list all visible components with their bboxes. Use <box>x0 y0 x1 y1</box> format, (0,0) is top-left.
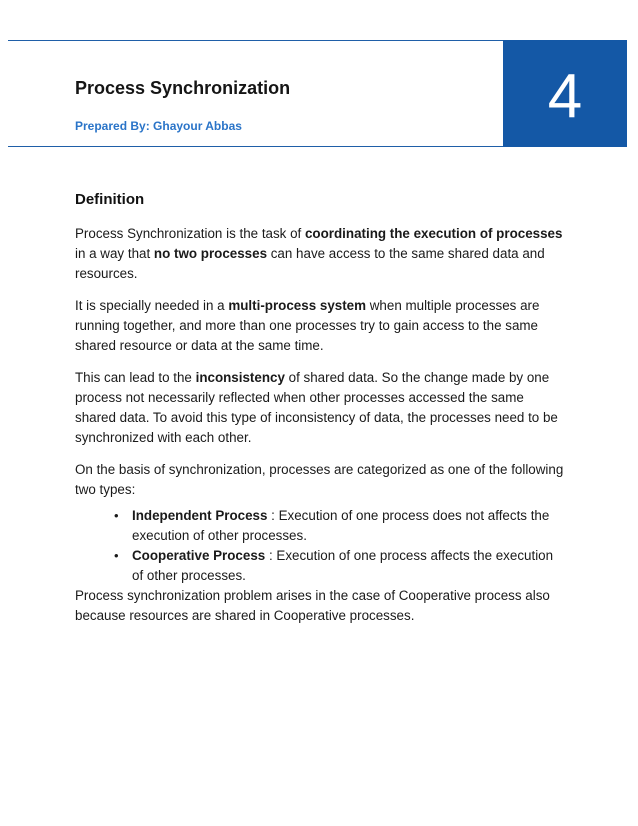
document-body <box>75 190 567 638</box>
text: Process Synchronization is the task of <box>75 226 305 241</box>
text: in a way that <box>75 246 154 261</box>
emphasis: inconsistency <box>195 370 285 385</box>
bullet-icon: • <box>114 508 119 523</box>
text: when multiple processes are running together, and more than one processes try to gain access to the same shared resource or data at the same time. <box>75 298 540 353</box>
paragraph-inconsistency <box>75 368 567 448</box>
text: of shared data. So the change made by one process not necessarily reflected when other processes accessed the same shared data. To avoid this type of inconsistency of data, the processes need to be synchronized with each other. <box>75 370 558 445</box>
paragraph-conclusion: Process synchronization problem arises in the case of Cooperative process also because resources are shared in Cooperative processes. <box>75 588 550 623</box>
document-title: Process Synchronization <box>75 78 291 98</box>
emphasis: coordinating the execution of processes <box>304 226 563 241</box>
paragraph-multiprocess <box>75 296 567 356</box>
text: It is specially needed in a <box>75 298 229 313</box>
bullet-icon: • <box>114 548 119 563</box>
header-bottom-rule <box>8 146 503 147</box>
process-types-list <box>75 506 567 586</box>
paragraph-definition <box>75 224 567 284</box>
text: This can lead to the <box>75 370 196 385</box>
text: can have access to the same shared data and resources. <box>75 246 545 281</box>
term: Cooperative Process <box>132 548 266 563</box>
definition: : Execution of one process affects the execution of other processes. <box>132 548 554 583</box>
author-line: Prepared By: Ghayour Abbas <box>75 119 242 133</box>
list-item <box>75 546 567 586</box>
header-top-rule <box>8 40 503 41</box>
emphasis: multi-process system <box>228 298 367 313</box>
chapter-number-badge: 4 <box>503 40 627 147</box>
emphasis: no two processes <box>153 246 268 261</box>
paragraph-categories: On the basis of synchronization, processes are categorized as one of the following two types: <box>75 462 564 497</box>
list-item <box>75 506 567 546</box>
term: Independent Process <box>132 508 268 523</box>
section-heading: Definition <box>75 191 145 208</box>
definition: : Execution of one process does not affects the execution of other processes. <box>132 508 550 543</box>
